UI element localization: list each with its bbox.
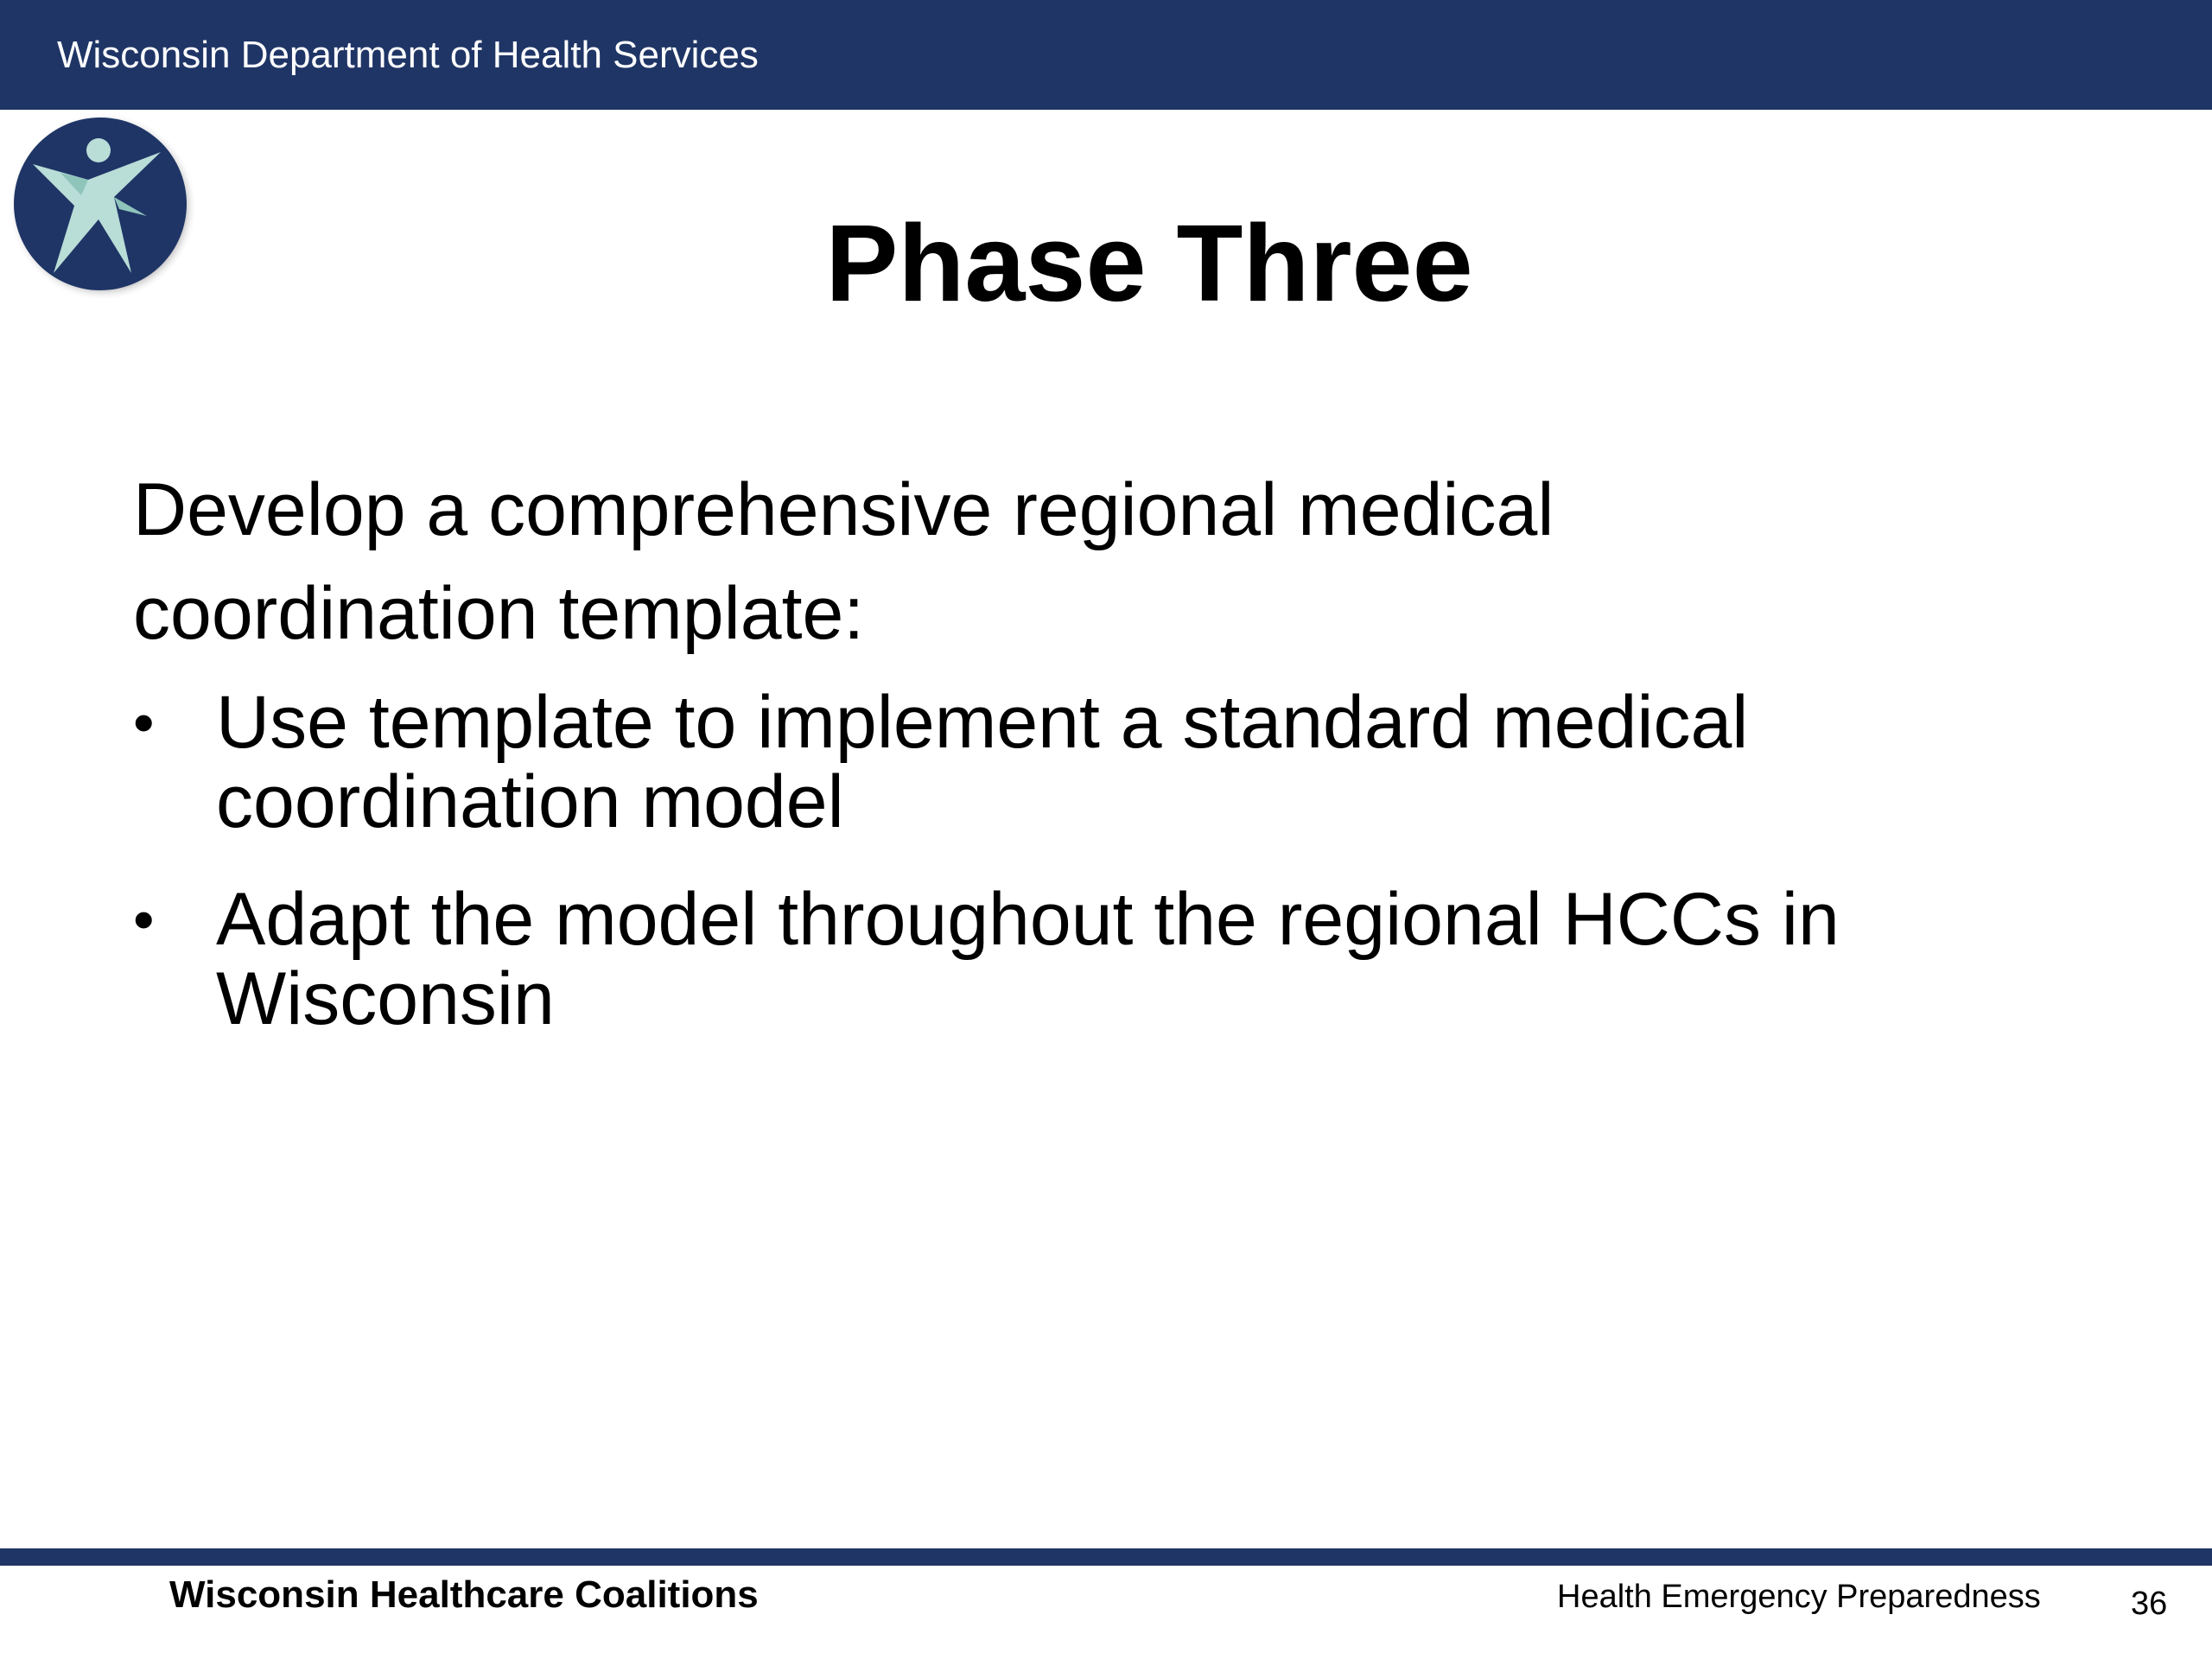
intro-paragraph: Develop a comprehensive regional medical coordination template:	[133, 468, 1554, 655]
bullet-item	[133, 683, 2034, 842]
footer-left-text: Wisconsin Healthcare Coalitions	[169, 1573, 759, 1616]
page-number: 36	[2131, 1586, 2168, 1622]
bullet-text-line: Adapt the model throughout the regional HCCs in	[216, 878, 1840, 961]
footer-divider	[0, 1548, 2212, 1566]
dhs-figure-logo-icon	[9, 112, 197, 301]
organization-name: Wisconsin Department of Health Services	[57, 34, 759, 76]
bullet-text-line: Use template to implement a standard medical	[216, 681, 1749, 764]
bullet-text-line: Wisconsin	[216, 957, 555, 1040]
slide-title: Phase Three	[825, 202, 1473, 324]
bullet-dot-icon: •	[133, 886, 155, 953]
footer-right-text: Health Emergency Preparedness	[1557, 1579, 2041, 1615]
bullet-item	[133, 880, 2034, 1039]
bullet-list	[133, 683, 2034, 1077]
bullet-text-line: coordination model	[216, 760, 844, 843]
bullet-dot-icon: •	[133, 689, 155, 756]
top-banner	[0, 0, 2212, 110]
